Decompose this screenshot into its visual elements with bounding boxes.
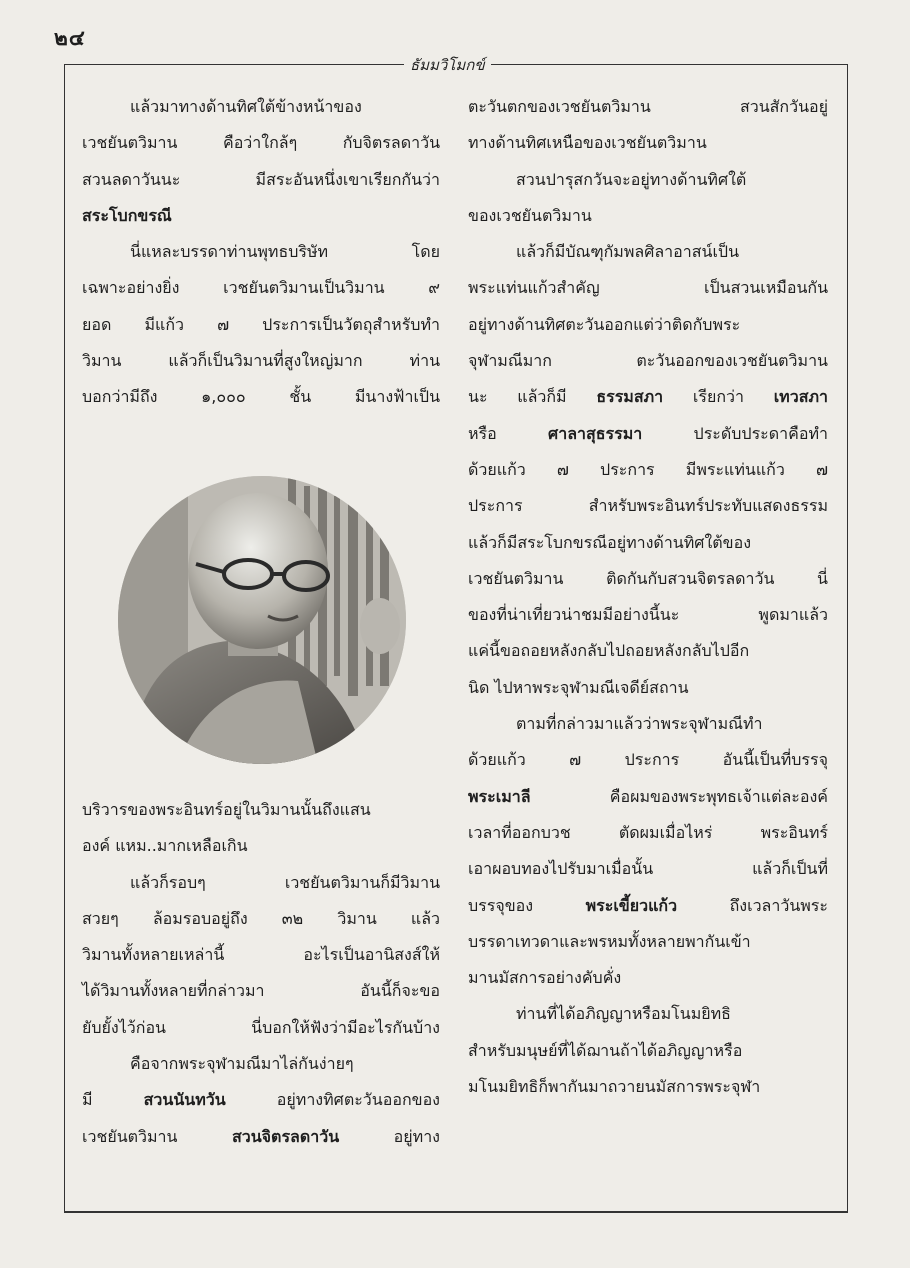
text-line: ได้วิมานทั้งหลายที่กล่าวมา อันนี้ก็จะขอ (82, 981, 440, 1001)
text-line: ด้วยแก้ว ๗ ประการ อันนี้เป็นที่บรรจุ (468, 750, 828, 770)
text-line: คือจากพระจุฬามณีมาไล่กันง่ายๆ (130, 1054, 354, 1074)
text-run: เวชยันตวิมาน (82, 1126, 232, 1146)
bold-term: ธรรมสภา (596, 387, 664, 407)
text-line: ท่านที่ได้อภิญญาหรือมโนมยิทธิ (516, 1004, 731, 1024)
text-line: ประการ สำหรับพระอินทร์ประทับแสดงธรรม (468, 496, 828, 516)
text-run: อยู่ทาง (339, 1126, 440, 1146)
monk-portrait-photo (118, 476, 406, 764)
text-line: สำหรับมนุษย์ที่ได้ฌานถ้าได้อภิญญาหรือ (468, 1040, 743, 1060)
bold-term: สระโบกขรณี (82, 205, 172, 225)
text-line: แค่นี้ขอถอยหลังกลับไปถอยหลังกลับไปอีก (468, 641, 750, 661)
monk-portrait-illustration (118, 476, 406, 764)
text-line: เวชยันตวิมาน ติดกันกับสวนจิตรลดาวัน นี่ (468, 568, 828, 588)
text-line (82, 198, 440, 234)
bold-term: เทวสภา (773, 387, 828, 407)
text-line: สวนปารุสกวันจะอยู่ทางด้านทิศใต้ (516, 169, 747, 189)
text-line: ตามที่กล่าวมาแล้วว่าพระจุฬามณีทำ (516, 714, 763, 734)
bold-term: สวนนันทวัน (143, 1090, 226, 1110)
text-line: ด้วยแก้ว ๗ ประการ มีพระแท่นแก้ว ๗ (468, 459, 828, 479)
text-line: แล้วก็มีสระโบกขรณีอยู่ทางด้านทิศใต้ของ (468, 532, 752, 552)
text-run: บรรจุของ (468, 895, 586, 915)
text-line (468, 416, 828, 452)
text-run: เรียกว่า (663, 387, 774, 407)
text-line (468, 779, 828, 815)
text-line: องค์ แหม..มากเหลือเกิน (82, 836, 248, 856)
text-line: บอกว่ามีถึง ๑,๐๐๐ ชั้น มีนางฟ้าเป็น (82, 387, 440, 407)
text-run: อยู่ทางทิศตะวันออกของ (225, 1090, 440, 1110)
bold-term: พระเขี้ยวแก้ว (585, 895, 678, 915)
text-line: มโนมยิทธิก็พากันมาถวายนมัสการพระจุฬา (468, 1077, 761, 1097)
text-line: บรรดาเทวดาและพรหมทั้งหลายพากันเข้า (468, 931, 751, 951)
text-run: นะ แล้วก็มี (468, 387, 597, 407)
text-line: ทางด้านทิศเหนือของเวชยันตวิมาน (468, 133, 707, 153)
text-line: สวยๆ ล้อมรอบอยู่ถึง ๓๒ วิมาน แล้ว (82, 908, 440, 928)
text-line: นิด ไปหาพระจุฬามณีเจดีย์สถาน (468, 677, 689, 697)
text-line: วิมานทั้งหลายเหล่านี้ อะไรเป็นอานิสงส์ให้ (82, 945, 440, 965)
text-line: แล้วมาทางด้านทิศใต้ข้างหน้าของ (130, 97, 362, 116)
text-line: เอาผอบทองไปรับมาเมื่อนั้น แล้วก็เป็นที่ (468, 859, 828, 879)
page-number: ๒๔ (54, 26, 86, 50)
text-run: ถึงเวลาวันพระ (677, 895, 828, 915)
text-run: มี (82, 1090, 144, 1110)
text-line: ของที่น่าเที่ยวน่าชมมีอย่างนี้นะ พูดมาแล้ว (468, 605, 828, 625)
text-line: ยอด มีแก้ว ๗ ประการเป็นวัตถุสำหรับทำ (82, 314, 440, 334)
text-line: เวลาที่ออกบวช ตัดผมเมื่อไหร่ พระอินทร์ (468, 822, 828, 842)
text-line: เฉพาะอย่างยิ่ง เวชยันตวิมานเป็นวิมาน ๙ (82, 278, 440, 298)
text-line: สวนลดาวันนะ มีสระอันหนึ่งเขาเรียกกันว่า (82, 169, 440, 189)
text-line: พระแท่นแก้วสำคัญ เป็นสวนเหมือนกัน (468, 278, 828, 298)
text-line: จุฬามณีมาก ตะวันออกของเวชยันตวิมาน (468, 351, 828, 371)
text-line: ของเวชยันตวิมาน (468, 205, 592, 225)
text-line: วิมาน แล้วก็เป็นวิมานที่สูงใหญ่มาก ท่าน (82, 351, 440, 371)
text-line: มานมัสการอย่างคับคั่ง (468, 968, 622, 988)
left-column-bottom (82, 792, 440, 1155)
running-head: ธัมมวิโมกข์ (404, 53, 491, 77)
bold-term: สวนจิตรลดาวัน (231, 1126, 340, 1146)
text-line (82, 1082, 440, 1118)
text-line: ตะวันตกของเวชยันตวิมาน สวนสักวันอยู่ (468, 97, 828, 116)
text-run: หรือ (468, 423, 549, 443)
text-line: แล้วก็มีบัณฑุกัมพลศิลาอาสน์เป็น (516, 242, 740, 262)
text-line: ยับยั้งไว้ก่อน นี่บอกให้ฟังว่ามีอะไรกันบ้าง (82, 1017, 440, 1037)
bold-term: พระเมาลี (468, 786, 531, 806)
text-run: ประดับประดาคือทำ (642, 423, 828, 443)
text-line: อยู่ทางด้านทิศตะวันออกแต่ว่าติดกับพระ (468, 314, 741, 334)
text-line (468, 379, 828, 415)
text-line (82, 1119, 440, 1155)
text-line (468, 888, 828, 924)
text-line: เวชยันตวิมาน คือว่าใกล้ๆ กับจิตรลดาวัน (82, 133, 440, 153)
left-column-top (82, 89, 440, 416)
text-line: นี่แหละบรรดาท่านพุทธบริษัท โดย (130, 242, 440, 262)
bold-term: ศาลาสุธรรมา (548, 423, 643, 443)
text-line: บริวารของพระอินทร์อยู่ในวิมานนั้นถึงแสน (82, 800, 371, 819)
text-line: แล้วก็รอบๆ เวชยันตวิมานก็มีวิมาน (130, 872, 440, 892)
text-run: คือผมของพระพุทธเจ้าแต่ละองค์ (530, 786, 828, 806)
right-column (468, 89, 828, 1105)
